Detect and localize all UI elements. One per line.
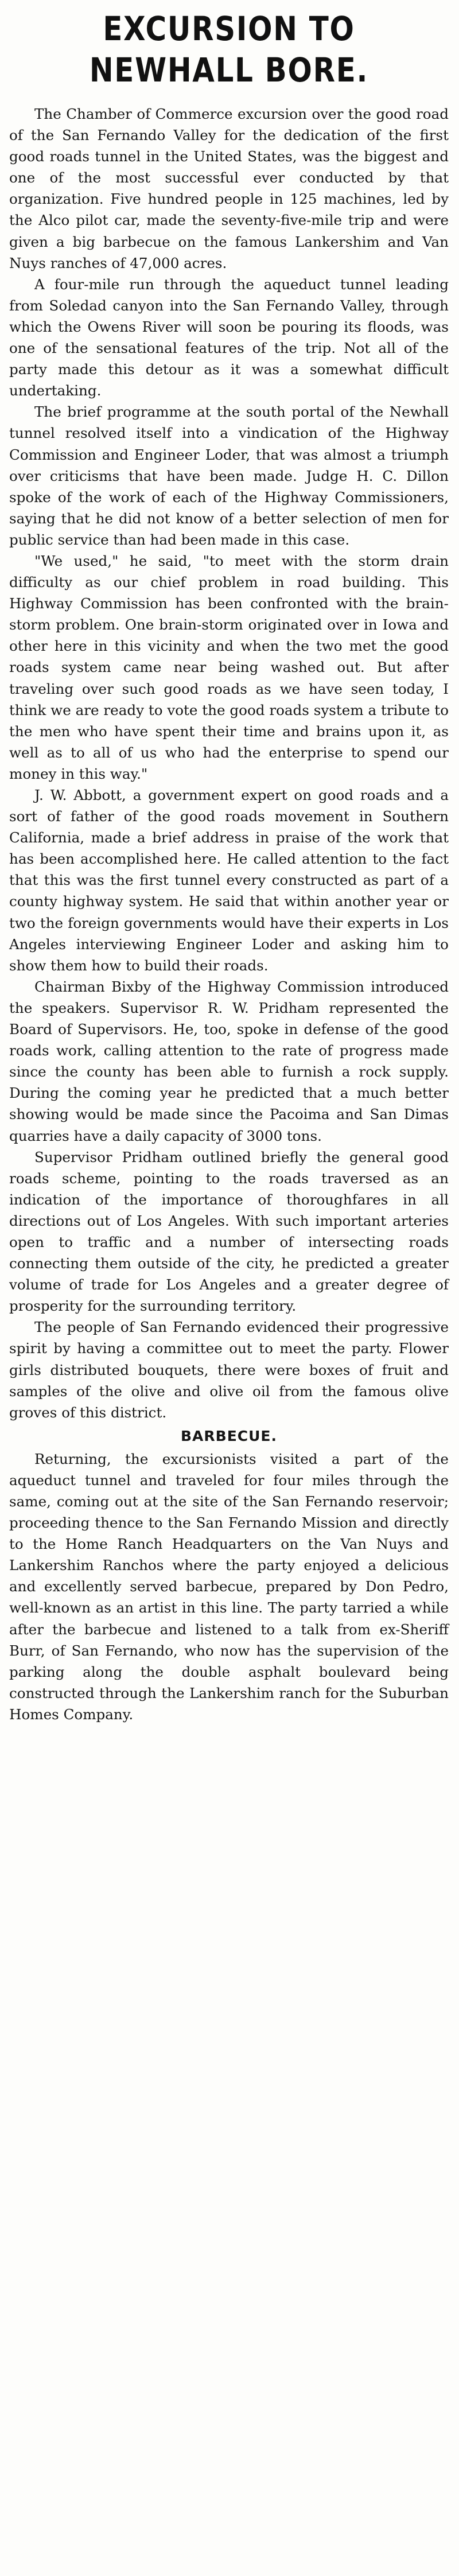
paragraph-programme: The brief programme at the south portal of the Newhall tunnel resolved itself into a vindication of the Highway Commission and Engineer Loder, that was almost a triumph over criticisms that have been made. Judge H. C. Dillon spoke of the work of each of the Highway Commissioners, saying that he did not know of a better selection of men for public service than had been made in this case. [9, 403, 449, 548]
paragraph-returning: Returning, the excursionists visited a part of the aqueduct tunnel and traveled for four miles through the same, coming out at the site of the San Fernando reservoir; proceeding thence to the San Fernando Mission and directly to the Home Ranch Headquarters on the Van Nuys and Lankershim Ranchos where the party enjoyed a delicious and excellently served barbecue, prepared by Don Pedro, well-known as an artist in this line. The party tarried a while after the barbecue and listened to a talk from ex-Sheriff Burr, of San Fernando, who now has the supervision of the parking along the double asphalt boulevard being constructed through the Lankershim ranch for the Suburban Homes Company. [9, 1450, 449, 1723]
headline-line-1: EXCURSION TO [103, 9, 355, 48]
headline-line-2: NEWHALL BORE. [89, 50, 369, 90]
paragraph-abbott: J. W. Abbott, a government expert on good roads and a sort of father of the good roads movement in Southern California, made a brief address in praise of the work that has been accomplished here. He called attention to the fact that this was the first tunnel every constructed as part of a county highway system. He said that within another year or two the foreign governments would have their experts in Los Angeles interviewing Engineer Loder and asking him to show them how to build their roads. [9, 787, 449, 974]
paragraph-aqueduct-tunnel: A four-mile run through the aqueduct tunnel leading from Soledad canyon into the San Fernando Valley, through which the Owens River will soon be pouring its floods, was one of the sensational features of the trip. Not all of the party made this detour as it was a somewhat difficult undertaking. [9, 275, 449, 399]
subhead-barbecue: BARBECUE. [180, 1427, 277, 1444]
article-body [9, 103, 449, 1725]
headline [40, 8, 418, 91]
paragraph-chamber-excursion: The Chamber of Commerce excursion over the good road of the San Fernando Valley for the dedication of the first good roads tunnel in the United States, was the biggest and one of the most successful ever conducted by that organization. Five hundred people in 125 machines, led by the Alco pilot car, made the seventy-five-mile trip and were given a big barbecue on the famous Lankershim and Van Nuys ranches of 47,000 acres. [9, 106, 449, 271]
paragraph-bixby: Chairman Bixby of the Highway Commission introduced the speakers. Supervisor R. W. Pridham represented the Board of Supervisors. He, too, spoke in defense of the good roads work, calling attention to the rate of progress made since the county has been able to furnish a rock supply. During the coming year he predicted that a much better showing would be made since the Pacoima and San Dimas quarries have a daily capacity of 3000 tons. [9, 978, 449, 1144]
paragraph-dillon-quote: "We used," he said, "to meet with the storm drain difficulty as our chief problem in road building. This Highway Commission has been confronted with the brain-storm problem. One brain-storm originated over in Iowa and other here in this vicinity and when the two met the good roads system came near being washed out. But after traveling over such good roads as we have seen today, I think we are ready to vote the good roads system a tribute to the men who have spent their time and brains upon it, as well as to all of us who had the enterprise to spend our money in this way." [9, 552, 449, 782]
paragraph-pridham: Supervisor Pridham outlined briefly the general good roads scheme, pointing to the roads traversed as an indication of the importance of thoroughfares in all directions out of Los Angeles. With such important arteries open to traffic and a number of intersecting roads connecting them outside of the city, he predicted a greater volume of trade for Los Angeles and a greater degree of prosperity for the surrounding territory. [9, 1148, 449, 1315]
paragraph-san-fernando: The people of San Fernando evidenced their progressive spirit by having a committee out to meet the party. Flower girls distributed bouquets, there were boxes of fruit and samples of the olive and olive oil from the famous olive groves of this district. [9, 1319, 449, 1421]
